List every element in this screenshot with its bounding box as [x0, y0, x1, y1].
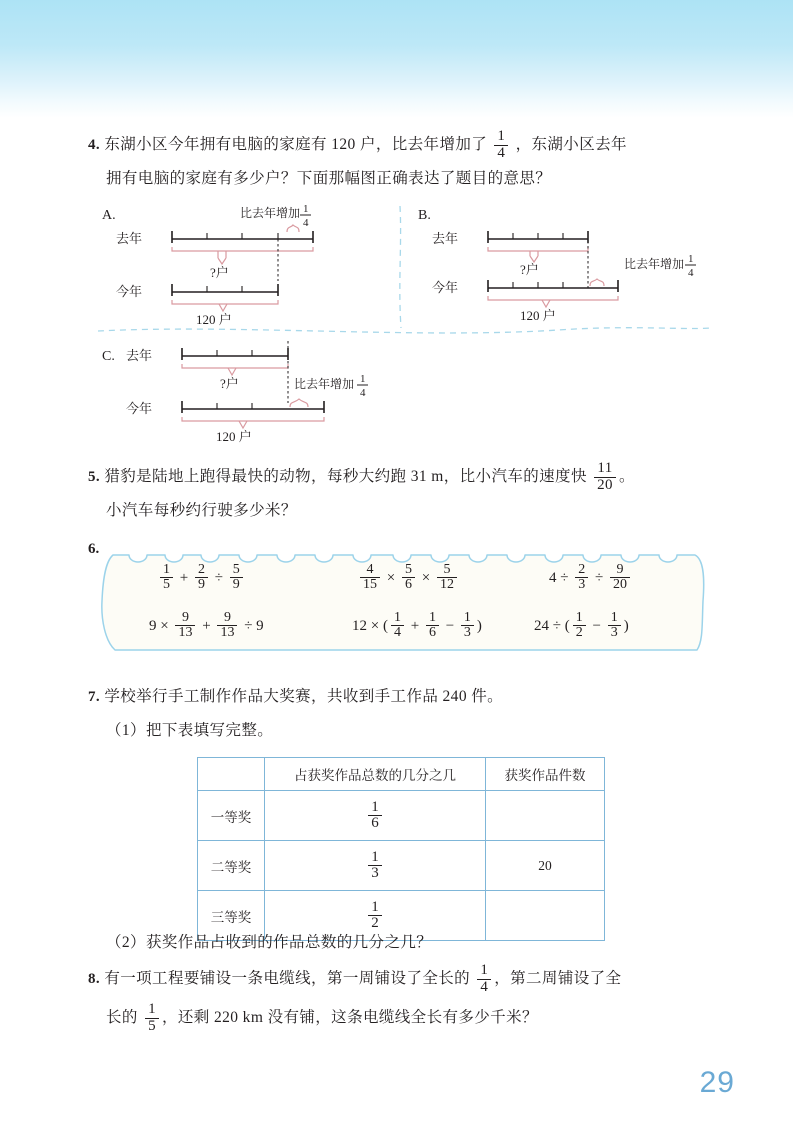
text-run: 有一项工程要铺设一条电缆线，第一周铺设了全长的	[104, 970, 475, 987]
expression-3	[549, 563, 633, 593]
problem-7-number: 7.	[88, 689, 101, 705]
fraction-numerator: 1	[371, 798, 379, 815]
operator: +	[176, 569, 192, 586]
number: 9	[256, 617, 264, 634]
option-c-question-label: ?户	[220, 376, 239, 391]
fraction-denominator: 5	[145, 1018, 159, 1034]
fraction	[230, 563, 243, 593]
option-c-increase-numerator: 1	[360, 373, 366, 385]
problem-4-text-1	[104, 128, 627, 161]
fraction	[368, 850, 382, 882]
fraction-denominator: 6	[426, 625, 439, 640]
fraction-numerator: 4	[366, 562, 374, 577]
option-a-brace-last-year	[172, 247, 313, 251]
fraction-numerator: 1	[480, 962, 489, 979]
problem-7-sub-1: （1）把下表填写完整。	[106, 722, 274, 739]
option-b-question-label: ?户	[520, 262, 539, 277]
text-run: ，东湖小区去年	[511, 136, 627, 153]
expression-5	[352, 611, 482, 641]
problem-6-expressions	[97, 545, 712, 658]
header-fraction: 占获奖作品总数的几分之几	[265, 758, 486, 791]
fraction-denominator: 2	[573, 625, 586, 640]
option-c-increase-label: 比去年增加	[294, 377, 355, 391]
row-label-second-prize: 二等奖	[198, 841, 265, 891]
fraction	[360, 563, 380, 593]
operator: ÷	[549, 617, 565, 634]
option-b-total-pointer	[542, 300, 550, 307]
option-a-label-last-year: 去年	[116, 231, 143, 246]
option-a-increase-numerator: 1	[303, 203, 309, 215]
fraction-numerator: 2	[578, 562, 586, 577]
problem-8-block	[88, 962, 713, 1040]
operator: ×	[417, 569, 434, 586]
number: 24	[534, 617, 549, 634]
problem-8-text-2	[106, 1001, 538, 1034]
fraction-numerator: 1	[463, 610, 471, 625]
problem-7-block	[88, 680, 713, 748]
fraction	[368, 800, 382, 832]
problem-6-exercise-box	[97, 545, 712, 658]
fraction	[437, 563, 457, 593]
option-a-increase-denominator: 4	[303, 217, 309, 229]
option-a-increase-label: 比去年增加	[240, 206, 301, 220]
fraction-denominator: 20	[594, 477, 616, 493]
fraction	[402, 563, 415, 593]
option-b-brace-total	[488, 296, 618, 300]
fraction-numerator: 11	[597, 460, 613, 477]
option-c-increase-denominator: 4	[360, 387, 366, 399]
operator: ×	[156, 617, 173, 634]
award-table	[197, 757, 605, 941]
option-b-increase-denominator: 4	[688, 267, 694, 279]
fraction-numerator: 1	[575, 610, 583, 625]
problem-8-number: 8.	[88, 971, 101, 987]
text-run: 东湖小区今年拥有电脑的家庭有 120 户，比去年增加了	[104, 136, 492, 153]
fraction	[391, 611, 404, 641]
text-run: 。	[618, 468, 635, 485]
header-blank	[198, 758, 265, 791]
fraction-denominator: 3	[575, 577, 588, 592]
option-a-label-this-year: 今年	[116, 284, 143, 299]
problem-5-line-2	[88, 494, 713, 528]
fraction-denominator: 20	[610, 577, 630, 592]
fraction-denominator: 9	[195, 577, 208, 592]
option-a-letter: A.	[102, 208, 116, 223]
fraction-numerator: 9	[223, 610, 231, 625]
problem-7-sub-2: （2）获奖作品占收到的作品总数的几分之几？	[106, 934, 433, 951]
option-a-total-label: 120 户	[196, 312, 232, 327]
fraction-numerator: 1	[163, 562, 170, 577]
fraction-denominator: 6	[402, 577, 415, 592]
option-c-bar-this-year	[182, 401, 324, 413]
fraction	[575, 563, 588, 593]
operator: ÷	[556, 569, 573, 586]
fraction-numerator: 1	[610, 610, 618, 625]
fraction-denominator: 12	[437, 577, 457, 592]
page-number: 29	[699, 1066, 735, 1099]
problem-5-block	[88, 460, 713, 528]
row-label-first-prize: 一等奖	[198, 791, 265, 841]
fraction-numerator: 1	[393, 610, 401, 625]
fraction-numerator: 9	[616, 562, 624, 577]
option-b-label-last-year: 去年	[432, 231, 459, 246]
fraction	[195, 563, 208, 593]
fraction-denominator: 6	[368, 815, 382, 831]
option-b-total-label: 120 户	[520, 308, 556, 323]
fraction-numerator: 1	[497, 128, 506, 145]
number: 4	[549, 569, 557, 586]
number: (	[382, 617, 388, 634]
fraction	[426, 611, 439, 641]
problem-4-line-1	[88, 128, 713, 162]
problem-5-line-1	[88, 460, 713, 494]
option-b-bar-this-year	[488, 280, 618, 292]
problem-4-number: 4.	[88, 137, 101, 153]
option-a-bar-this-year	[172, 284, 278, 296]
row-label-third-prize: 三等奖	[198, 891, 265, 941]
option-c-brace-last-year	[182, 364, 288, 368]
fraction-numerator: 1	[371, 848, 379, 865]
fraction-denominator: 13	[175, 625, 195, 640]
row-fraction-second-prize	[265, 841, 486, 891]
header-count: 获奖作品件数	[486, 758, 605, 791]
diagram-svg	[88, 198, 718, 448]
expression-6	[534, 611, 629, 641]
option-c-total-label: 120 户	[216, 429, 252, 444]
text-run: ，还剩 220 km 没有铺，这条电缆线全长有多少千米？	[161, 1009, 538, 1026]
expression-2	[357, 563, 460, 593]
divider-wavy	[98, 328, 712, 333]
operator: ×	[383, 569, 399, 586]
fraction	[160, 563, 173, 593]
option-a-question-pointer	[218, 251, 226, 264]
row-count-second-prize[interactable]: 20	[486, 841, 605, 891]
fraction-denominator: 4	[477, 979, 491, 995]
fraction-denominator: 4	[391, 625, 404, 640]
expression-4	[149, 611, 264, 641]
text-run: 拥有电脑的家庭有多少户？下面那幅图正确表达了题目的意思？	[106, 170, 552, 187]
option-c-bar-last-year	[182, 348, 288, 360]
problem-6-number: 6.	[88, 541, 100, 557]
fraction-numerator: 9	[181, 610, 189, 625]
fraction-numerator: 5	[443, 562, 451, 577]
operator: ×	[367, 617, 383, 634]
fraction-numerator: 2	[197, 562, 205, 577]
fraction-denominator: 2	[368, 915, 382, 931]
top-decorative-band	[0, 0, 793, 118]
option-b-brace-increment	[590, 279, 604, 286]
text-run: 猎豹是陆地上跑得最快的动物，每秒大约跑 31 m，比小汽车的速度快	[104, 468, 592, 485]
option-a-question-label: ?户	[210, 265, 229, 280]
operator: −	[441, 617, 458, 634]
problem-4-block	[88, 128, 713, 196]
fraction-numerator: 5	[232, 562, 240, 577]
fraction-denominator: 3	[608, 625, 621, 640]
operator: +	[406, 617, 423, 634]
option-c-letter: C.	[102, 349, 115, 364]
problem-4-diagrams	[88, 198, 718, 448]
operator: ÷	[591, 569, 607, 586]
table-header-row	[198, 758, 605, 791]
fraction-numerator: 1	[428, 610, 436, 625]
expression-1	[157, 563, 246, 593]
fraction	[494, 129, 508, 161]
option-b-increase-numerator: 1	[688, 253, 694, 265]
fraction-numerator: 5	[404, 562, 412, 577]
fraction	[608, 611, 621, 641]
problem-8-text-1	[104, 962, 622, 995]
fraction	[610, 563, 630, 593]
problem-8-line-2	[88, 996, 713, 1040]
problem-7-line-1	[88, 680, 713, 714]
option-c-question-pointer	[228, 368, 236, 375]
option-b-question-pointer	[530, 251, 538, 262]
fraction-denominator: 5	[160, 577, 173, 592]
option-a-brace-increment	[287, 225, 299, 232]
fraction	[175, 611, 195, 641]
row-count-first-prize[interactable]	[486, 791, 605, 841]
option-c-brace-total	[182, 417, 324, 421]
option-b-brace-last-year	[488, 247, 588, 251]
number: )	[623, 617, 629, 634]
operator: ÷	[210, 569, 227, 586]
fraction-denominator: 13	[217, 625, 237, 640]
fraction-denominator: 4	[494, 145, 508, 161]
divider-vertical	[400, 206, 401, 328]
option-c-label-last-year: 去年	[126, 348, 153, 363]
fraction	[573, 611, 586, 641]
problem-7-stem: 学校举行手工制作作品大奖赛，共收到手工作品 240 件。	[104, 688, 504, 705]
problem-5-number: 5.	[88, 469, 101, 485]
fraction-numerator: 1	[371, 898, 379, 915]
option-b-letter: B.	[418, 208, 431, 223]
number: 12	[352, 617, 367, 634]
table-row	[198, 841, 605, 891]
operator: ÷	[240, 617, 257, 634]
problem-4-text-2	[106, 170, 551, 187]
option-c-label-this-year: 今年	[126, 401, 153, 416]
fraction	[461, 611, 474, 641]
row-fraction-first-prize	[265, 791, 486, 841]
option-a-total-pointer	[219, 304, 227, 311]
fraction	[217, 611, 237, 641]
fraction	[145, 1002, 159, 1034]
fraction	[594, 461, 616, 493]
number: 9	[149, 617, 157, 634]
problem-5-text-2	[106, 502, 297, 519]
fraction	[477, 963, 491, 995]
operator: +	[198, 617, 215, 634]
fraction-numerator: 1	[148, 1001, 156, 1018]
text-run: 小汽车每秒约行驶多少米？	[106, 502, 297, 519]
number: )	[476, 617, 482, 634]
text-run: 长的	[106, 1009, 143, 1026]
problem-4-line-2	[88, 162, 713, 196]
option-c-brace-increment	[290, 399, 308, 407]
fraction-denominator: 3	[461, 625, 474, 640]
option-a-brace-total	[172, 300, 278, 304]
fraction-denominator: 3	[368, 865, 382, 881]
fraction-denominator: 9	[230, 577, 243, 592]
table-row	[198, 791, 605, 841]
number: (	[564, 617, 570, 634]
option-b-increase-label: 比去年增加	[624, 257, 685, 271]
problem-5-text-1	[104, 460, 635, 493]
fraction-denominator: 15	[360, 577, 380, 592]
option-c-total-pointer	[239, 421, 247, 428]
text-run: ，第二周铺设了全	[494, 970, 622, 987]
option-b-label-this-year: 今年	[432, 280, 459, 295]
problem-8-line-1	[88, 962, 713, 996]
problem-7-sub-2-block	[88, 926, 713, 960]
operator: −	[588, 617, 605, 634]
